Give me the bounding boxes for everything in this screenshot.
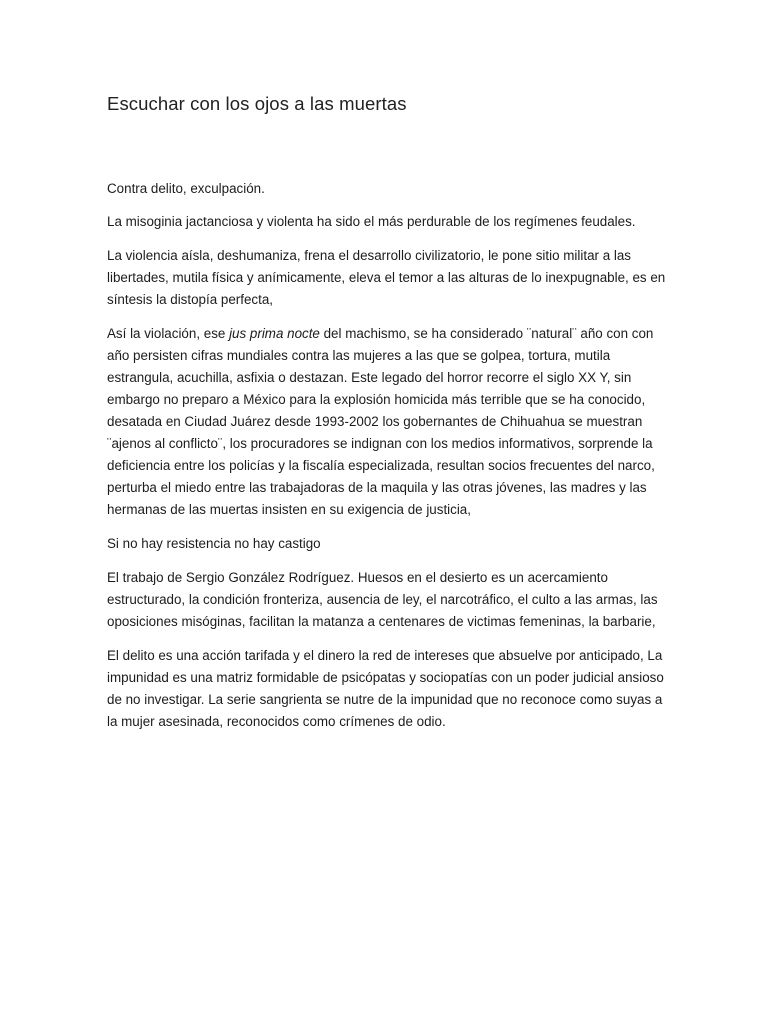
paragraph-4-text-before: Así la violación, ese — [107, 326, 230, 341]
paragraph-4-italic-phrase: jus prima nocte — [229, 326, 320, 341]
paragraph-3: La violencia aísla, deshumaniza, frena el desarrollo civilizatorio, le pone sitio militar a las libertades, mutila física y anímicamente, eleva el temor a las alturas de lo inexpugnable, es en síntesis la distopía perfecta, — [107, 248, 666, 307]
paragraph-7: El delito es una acción tarifada y el dinero la red de intereses que absuelve por anticipado, La impunidad es una matriz formidable de psicópatas y sociopatías con un poder judicial ansioso de no investigar. La serie sangrienta se nutre de la impunidad que no reconoce como suyas a la mujer asesinada, reconocidos como crímenes de odio. — [107, 648, 664, 729]
paragraph-4-text-after: del machismo, se ha considerado ¨natural¨ año con con año persisten cifras mundiales contra las mujeres a las que se golpea, tortura, mutila estrangula, acuchilla, asfixia o destazan. Este legado del horror recorre el siglo XX Y, sin embargo no preparo a México para la explosión homicida más terrible que se ha conocido, desatada en Ciudad Juárez desde 1993-2002 los gobernantes de Chihuahua se muestran ¨ajenos al conflicto¨, los procuradores se indignan con los medios informativos, sorprende la deficiencia entre los policías y la fiscalía especializada, resultan socios frecuentes del narco, perturba el miedo entre las trabajadoras de la maquila y las otras jóvenes, las madres y las hermanas de las muertas insisten en su exigencia de justicia, — [107, 326, 655, 517]
paragraph-5: Si no hay resistencia no hay castigo — [107, 536, 321, 551]
paragraph-4 — [107, 323, 668, 521]
document-title: Escuchar con los ojos a las muertas — [107, 93, 407, 114]
paragraph-1: Contra delito, exculpación. — [107, 181, 265, 196]
paragraph-6: El trabajo de Sergio González Rodríguez. Huesos en el desierto es un acercamiento estructurado, la condición fronteriza, ausencia de ley, el narcotráfico, el culto a las armas, las oposiciones misóginas, facilitan la matanza a centenares de victimas femeninas, la barbarie, — [107, 570, 658, 629]
paragraph-2: La misoginia jactanciosa y violenta ha sido el más perdurable de los regímenes feudales. — [107, 214, 636, 229]
